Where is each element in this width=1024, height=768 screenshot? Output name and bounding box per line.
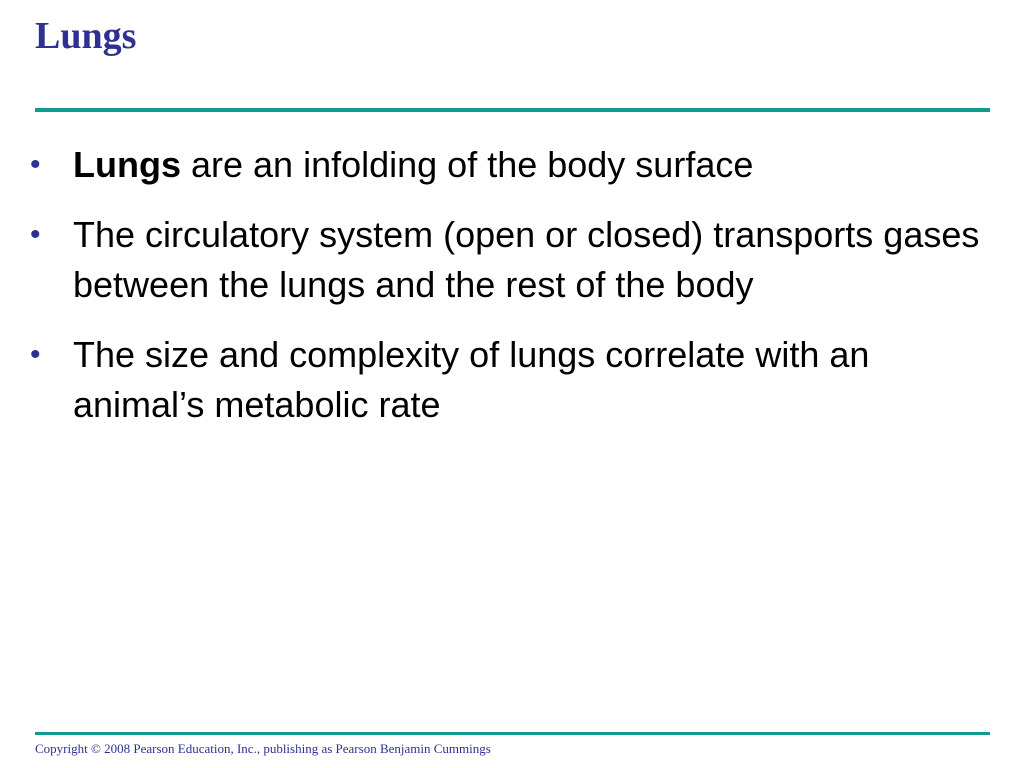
bullet-item-circulatory (30, 210, 990, 310)
bullet-item-size-complexity (30, 330, 990, 430)
bullet-list (30, 140, 990, 450)
bullet-text: The size and complexity of lungs correlate with an animal’s metabolic rate (73, 334, 870, 425)
bullet-item-lungs (30, 140, 990, 190)
copyright-notice: Copyright © 2008 Pearson Education, Inc., publishing as Pearson Benjamin Cummings (35, 741, 491, 756)
bullet-marker: • (30, 218, 41, 251)
bullet-term: Lungs (73, 144, 181, 185)
slide-title: Lungs (35, 15, 137, 57)
footer-divider (35, 732, 990, 735)
bullet-text: are an infolding of the body surface (180, 144, 754, 185)
title-divider (35, 108, 990, 112)
bullet-marker: • (30, 338, 41, 371)
bullet-marker: • (30, 148, 41, 181)
bullet-text: The circulatory system (open or closed) transports gases between the lungs and the rest of the body (73, 214, 980, 305)
